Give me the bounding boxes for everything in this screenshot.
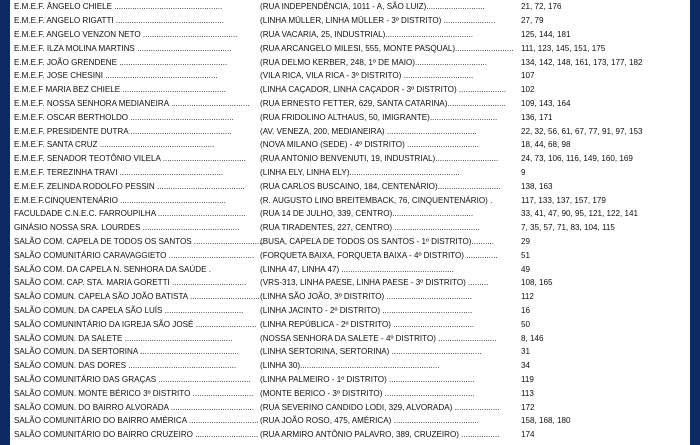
polling-place-address: (LINHA PALMEIRO - 1º DISTRITO) ......................................: [260, 375, 475, 384]
polling-sections: 34: [521, 361, 531, 371]
polling-sections: 29: [521, 237, 531, 246]
list-item: [10, 194, 690, 208]
polling-sections: 158, 168, 180: [521, 416, 571, 426]
polling-sections: 51: [521, 250, 531, 260]
polling-place-address: (RUA FRIDOLINO ALTHAUS, 50, IMIGRANTE)..............................: [260, 112, 498, 122]
polling-sections: 27, 79: [521, 16, 544, 26]
list-item: [10, 414, 690, 428]
polling-place-address: (RUA JOÃO ROSO, 475, AMÉRICA) ......................................: [260, 416, 480, 426]
polling-sections: 49: [521, 264, 531, 274]
polling-sections: 112: [521, 292, 534, 302]
polling-place-name: E.M.E.F. ZELINDA RODOLFO PESSIN .......................................: [14, 181, 245, 191]
polling-place-address: (RUA DELMO KERBER, 248, 1º DE MAIO)................................: [260, 57, 487, 67]
list-item: [10, 152, 690, 166]
polling-place-name: E.M.E.F. JOÃO GRENDENE ................................................: [14, 57, 228, 67]
polling-place-address: (RUA ERNESTO FETTER, 629, SANTA CATARINA)..........................: [260, 99, 506, 108]
polling-sections: 9: [521, 168, 526, 177]
polling-sections: 108, 165: [521, 278, 553, 288]
polling-place-address: (VRS-313, LINHA PAESE, LINHA PAESE - 3º DISTRITO) .........: [260, 278, 489, 288]
polling-sections: 174: [521, 430, 535, 440]
polling-sections: 107: [521, 71, 535, 81]
polling-place-name: E.M.E.F MARIA BEZ CHIELE ..............................................: [14, 85, 226, 95]
list-item: [10, 56, 690, 70]
polling-sections: 31: [521, 347, 531, 357]
polling-sections: 22, 32, 56, 61, 67, 77, 91, 97, 153: [521, 126, 643, 136]
list-item: [10, 97, 690, 111]
list-item: [10, 28, 690, 42]
list-item: [10, 304, 690, 318]
polling-place-name: SALÃO COMUNITÁRIO DO BAIRRO CRUZEIRO ............................: [14, 430, 259, 440]
polling-place-name: E.M.E.F. PRESIDENTE DUTRA .............................................: [14, 126, 232, 136]
polling-place-address: (NOSSA SENHORA DA SALETE - 4º DISTRITO) ..........................: [260, 333, 497, 343]
polling-sections: 172: [521, 402, 535, 412]
list-item: [10, 111, 690, 125]
list-item: [10, 345, 690, 359]
polling-place-name: SALÃO COMUNITÁRIO CARAVAGGIETO ......................................: [14, 250, 255, 260]
polling-sections: 18, 44, 68, 98: [521, 140, 571, 150]
polling-place-address: (LINHA MÜLLER, LINHA MÜLLER - 3º DISTRITO) .......................: [260, 16, 496, 26]
polling-place-address: (RUA 14 DE JULHO, 339, CENTRO)....................................: [260, 209, 474, 219]
polling-place-address: (MONTE BERICO - 3º DISTRITO) ........................................: [260, 388, 475, 398]
list-item: [10, 318, 690, 332]
polling-place-name: E.M.E.F.CINQUENTENÁRIO ...............................................: [14, 195, 226, 205]
polling-place-address: (NOVA MILANO (SEDE) - 4º DISTRITO) ................................: [260, 140, 479, 150]
list-item: [10, 359, 690, 373]
polling-place-name: GINÁSIO NOSSA SRA. LOURDES ...........................................: [14, 223, 240, 233]
list-item: [10, 14, 690, 28]
list-item: [10, 69, 690, 83]
polling-sections: 24, 73, 106, 116, 149, 160, 169: [521, 154, 633, 164]
polling-sections: 7, 35, 57, 71, 83, 104, 115: [521, 223, 615, 233]
polling-place-address: (R. AUGUSTO LINO BREITEMBACK, 76, CINQUENTENÁRIO) .: [260, 195, 493, 205]
polling-place-address: (RUA ARCANGELO MILESI, 555, MONTE PASQUAL)..........................: [260, 43, 514, 53]
polling-place-address: (RUA SEVERINO CANDIDO LODI, 329, ALVORADA) ....................: [260, 402, 500, 412]
polling-place-address: (LINHA JACINTO - 2º DISTRITO) ........................................: [260, 306, 473, 315]
polling-place-address: (RUA INDEPENDÊNCIA, 1011 - A, SÃO LUIZ)..........................: [260, 2, 485, 12]
polling-place-address: (VILA RICA, VILA RICA - 3º DISTRITO) ...............................: [260, 71, 474, 81]
polling-sections: 102: [521, 85, 535, 95]
polling-place-name: FACULDADE C.N.E.C. FARROUPILHA .......................................: [14, 209, 246, 219]
polling-sections: 138, 163: [521, 181, 553, 191]
polling-place-name: SALÃO COMUN. DA SALETE ................................................: [14, 333, 233, 343]
polling-place-address: (RUA VACARIA, 25, INDUSTRIAL).......................................: [260, 30, 474, 39]
polling-place-name: E.M.E.F. ILZA MOLINA MARTINS ..........................................: [14, 43, 232, 53]
polling-place-name: SALÃO COMUNINTÁRIO DA IGREJA SÃO JOSÉ ...........................: [14, 319, 257, 329]
polling-place-address: (RUA TIRADENTES, 227, CENTRO) ......................................: [260, 223, 480, 233]
list-item: [10, 125, 690, 139]
polling-sections: 21, 72, 176: [521, 2, 562, 12]
polling-place-name: E.M.E.F. ÂNGELO CHIELE ................................................: [14, 2, 223, 12]
list-item: [10, 401, 690, 415]
list-item: [10, 207, 690, 221]
polling-place-name: E.M.E.F. NOSSA SENHORA MEDIANEIRA ...................................: [14, 99, 250, 108]
polling-place-name: SALÃO COMUN. DA SERTORINA ............................................: [14, 347, 240, 357]
list-item: [10, 249, 690, 263]
polling-sections: 111, 123, 145, 151, 175: [521, 43, 606, 53]
polling-place-name: E.M.E.F. ANGELO VENZON NETO ..........................................: [14, 30, 238, 39]
polling-place-address: (FORQUETA BAIXA, FORQUETA BAIXA - 4º DISTRITO) ..............: [260, 250, 498, 260]
polling-sections: 136, 171: [521, 112, 553, 122]
polling-sections: 16: [521, 306, 531, 315]
list-item: [10, 428, 690, 442]
list-item: [10, 166, 690, 180]
list-item: [10, 373, 690, 387]
polling-place-address: (LINHA 30)..............................................................: [260, 361, 440, 371]
list-item: [10, 235, 690, 249]
polling-place-address: (RUA ANTONIO BENVENUTI, 19, INDUSTRIAL)............................: [260, 154, 499, 164]
polling-place-address: (RUA CARLOS BUSCAINO, 184, CENTENÁRIO)............................: [260, 181, 501, 191]
polling-place-name: E.M.E.F. OSCAR BERTHOLDO ..............................................: [14, 112, 234, 122]
list-item: [10, 263, 690, 277]
list-item: [10, 83, 690, 97]
polling-place-name: E.M.E.F. JOSE CHESINI ..................................................: [14, 71, 218, 81]
polling-place-address: (LINHA REPÚBLICA - 2º DISTRITO) ....................................: [260, 319, 475, 329]
polling-sections: 117, 133, 137, 157, 179: [521, 195, 606, 205]
polling-place-address: (AV. VENEZA, 200, MEDIANEIRA) ........................................: [260, 126, 477, 136]
polling-place-name: SALÃO COMUN. DAS DORES ................................................: [14, 361, 237, 371]
polling-place-name: E.M.E.F. SENADOR TEOTÔNIO VILELA .....................................: [14, 154, 246, 164]
polling-sections: 134, 142, 148, 161, 173, 177, 182: [521, 57, 643, 67]
list-item: [10, 180, 690, 194]
polling-place-address: (LINHA SERTORINA, SERTORINA) ........................................: [260, 347, 482, 357]
polling-sections: 33, 41, 47, 90, 95, 121, 122, 141: [521, 209, 639, 219]
polling-sections: 109, 143, 164: [521, 99, 571, 108]
polling-place-address: (BUSA, CAPELA DE TODOS OS SANTOS - 1º DISTRITO)..........: [260, 237, 494, 246]
list-item: [10, 290, 690, 304]
polling-place-name: E.M.E.F. ANGELO RIGATTI ................................................: [14, 16, 224, 26]
list-item: [10, 276, 690, 290]
polling-place-address: (LINHA ELY, LINHA ELY).................................................: [260, 168, 460, 177]
polling-place-name: SALÃO COMUN. DO BAIRRO ALVORADA .....................................: [14, 402, 255, 412]
polling-place-name: SALÃO COM. CAPELA DE TODOS OS SANTOS ...............................: [14, 237, 264, 246]
polling-sections: 50: [521, 319, 531, 329]
polling-places-list: [10, 0, 690, 445]
polling-place-name: E.M.E.F. TEREZINHA TRAVI ..............................................: [14, 168, 224, 177]
list-item: [10, 42, 690, 56]
polling-place-address: (LINHA CAÇADOR, LINHA CAÇADOR - 3º DISTRITO) .....................: [260, 85, 507, 95]
polling-place-address: (LINHA SÃO JOÃO, 3º DISTRITO) ......................................: [260, 292, 472, 302]
list-item: [10, 332, 690, 346]
polling-place-name: SALÃO COMUN. DA CAPELA SÃO LUÍS ...................................: [14, 306, 244, 315]
polling-sections: 8, 146: [521, 333, 544, 343]
polling-place-name: SALÃO COMUN. CAPELA SÃO JOÃO BATISTA ...............................: [14, 292, 260, 302]
polling-place-address: (RUA ARMIRO ANTÔNIO PALAVRO, 389, CRUZEIRO) .................: [260, 430, 500, 440]
polling-place-name: SALÃO COM. DA CAPELA N. SENHORA DA SAÚDE .: [14, 264, 212, 274]
polling-place-name: SALÃO COMUN. MONTE BÉRICO 3º DISTRITO ...........................: [14, 388, 254, 398]
polling-sections: 119: [521, 375, 534, 384]
list-item: [10, 387, 690, 401]
polling-sections: 125, 144, 181: [521, 30, 571, 39]
list-item: [10, 138, 690, 152]
list-item: [10, 221, 690, 235]
polling-place-address: (LINHA 47, LINHA 47) ..................................................: [260, 264, 454, 274]
polling-place-name: SALÃO COMUNITÁRIO DAS GRAÇAS .........................................: [14, 375, 251, 384]
polling-place-name: E.M.E.F. SANTA CRUZ ...................................................: [14, 140, 215, 150]
polling-place-name: SALÃO COMUNITÁRIO DO BAIRRO AMÉRICA ...............................: [14, 416, 259, 426]
polling-sections: 113: [521, 388, 534, 398]
polling-place-name: SALÃO COM. CAP. STA. MARIA GORETTI .................................: [14, 278, 247, 288]
list-item: [10, 0, 690, 14]
